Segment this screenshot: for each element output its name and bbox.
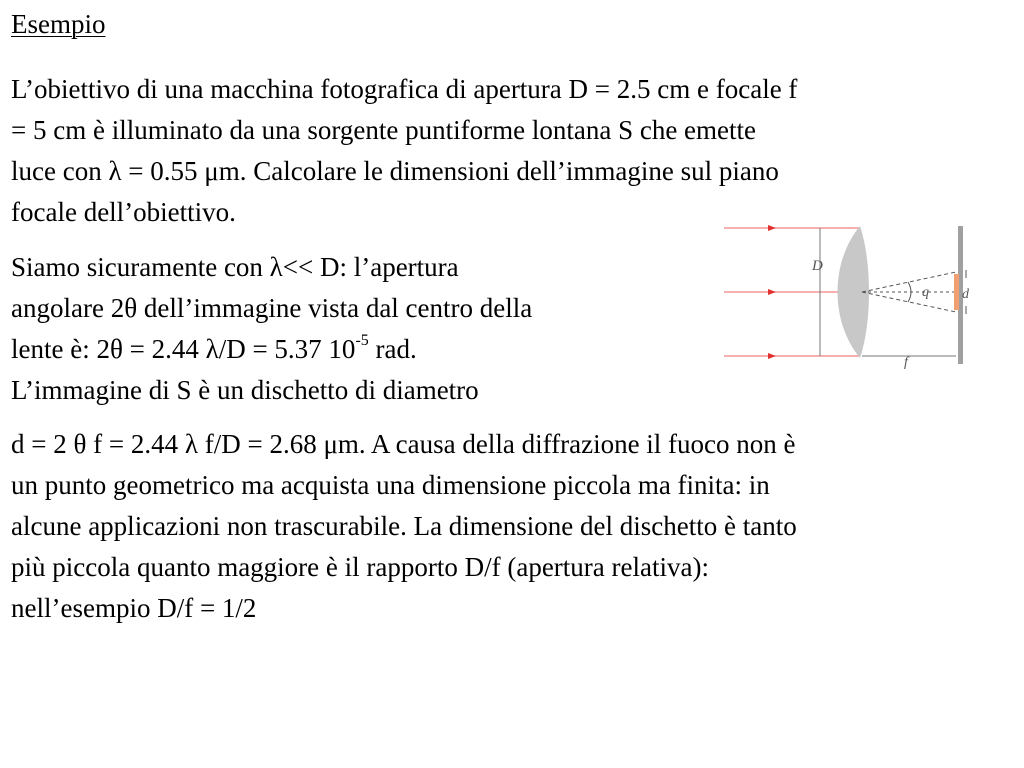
text-line — [11, 329, 711, 370]
text-line: d = 2 θ f = 2.44 λ f/D = 2.68 μm. A causa della diffrazione il fuoco non è — [11, 429, 796, 459]
angle-arc — [908, 282, 911, 302]
text-line: un punto geometrico ma acquista una dimensione piccola ma finita: in — [11, 470, 770, 500]
cone-line-lower — [862, 292, 956, 312]
formula-unit: rad. — [368, 334, 417, 364]
text-line: L’immagine di S è un dischetto di diametro — [11, 375, 479, 405]
text-line: alcune applicazioni non trascurabile. La dimensione del dischetto è tanto — [11, 511, 797, 541]
text-line: nell’esempio D/f = 1/2 — [11, 593, 257, 623]
solution-conclusion — [11, 424, 1011, 629]
slide-heading: Esempio — [11, 9, 106, 39]
text-line: luce con λ = 0.55 μm. Calcolare le dimensioni dell’immagine sul piano — [11, 156, 779, 186]
exponent: -5 — [355, 332, 369, 349]
arrow-icon — [768, 353, 776, 359]
solution-intro — [11, 247, 711, 411]
cone-line-upper — [862, 272, 956, 292]
problem-statement — [11, 69, 1011, 233]
aperture-label: D — [812, 258, 823, 274]
text-line: più piccola quanto maggiore è il rapporto D/f (apertura relativa): — [11, 552, 709, 582]
text-line: L’obiettivo di una macchina fotografica di apertura D = 2.5 cm e focale f — [11, 74, 798, 104]
text-line: focale dell’obiettivo. — [11, 197, 236, 227]
arrow-icon — [768, 225, 776, 231]
arrow-icon — [768, 289, 776, 295]
lens-diffraction-figure — [722, 222, 968, 368]
text-line: = 5 cm è illuminato da una sorgente puntiforme lontana S che emette — [11, 115, 757, 145]
spot-diameter-label: d — [962, 287, 969, 302]
formula-text: lente è: 2θ = 2.44 λ/D = 5.37 10 — [11, 334, 356, 364]
image-spot — [954, 274, 959, 310]
text-line: angolare 2θ dell’immagine vista dal centro della — [11, 293, 533, 323]
text-line: Siamo sicuramente con λ<< D: l’apertura — [11, 252, 459, 282]
angle-label: q — [922, 285, 929, 300]
focal-length-label: f — [904, 355, 908, 370]
